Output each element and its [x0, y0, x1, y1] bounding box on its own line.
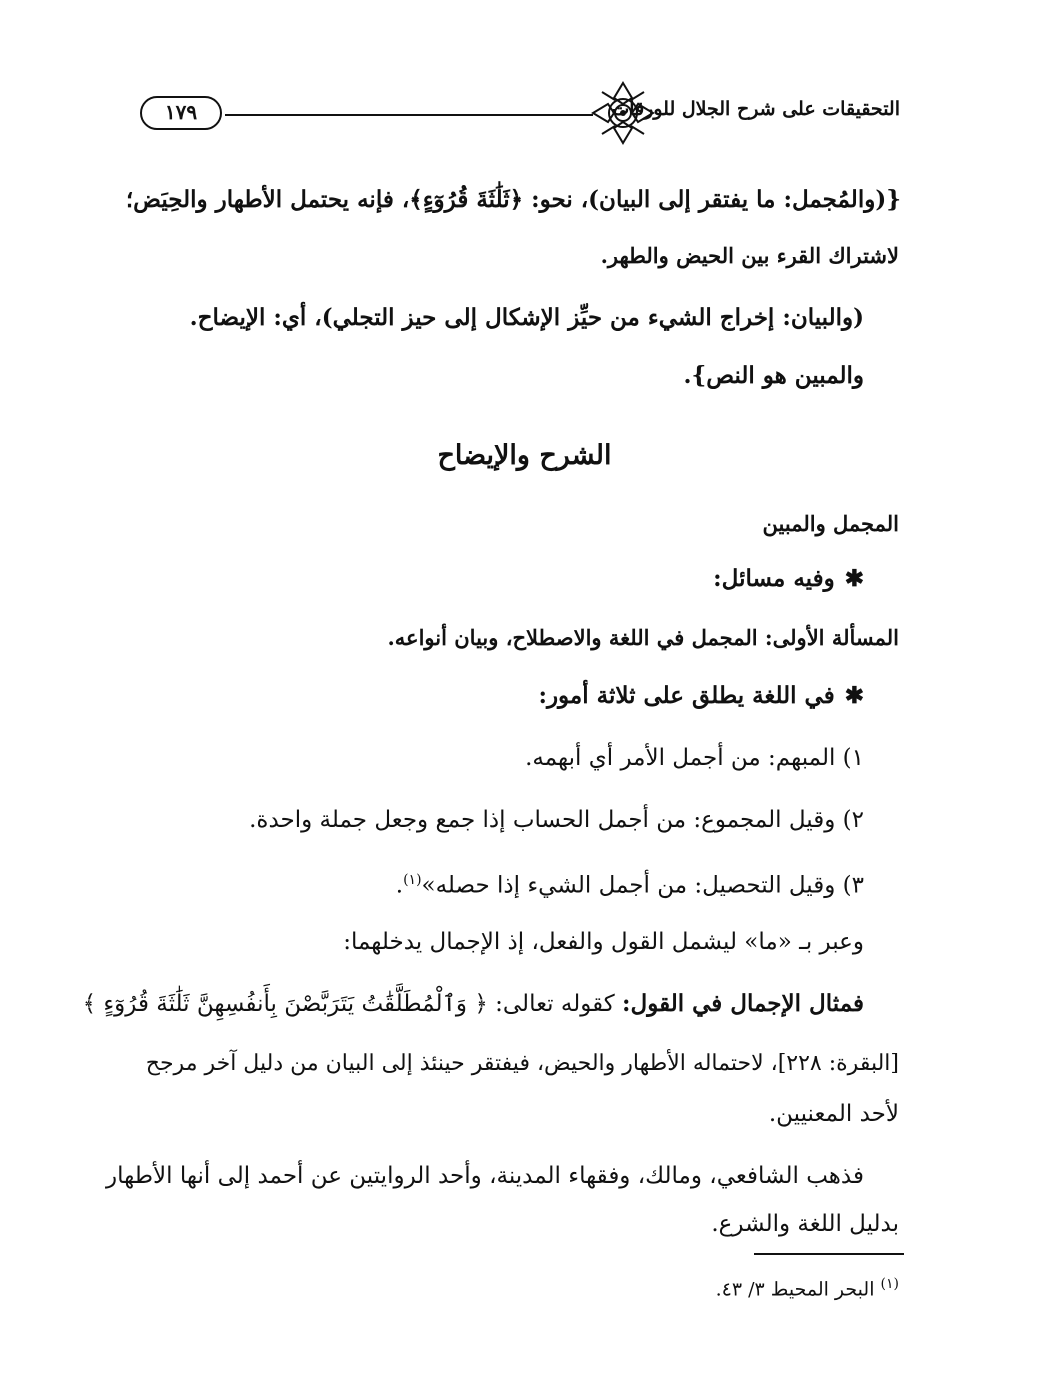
language-text: في اللغة يطلق على ثلاثة أمور: — [538, 682, 835, 709]
header-rule — [225, 114, 593, 116]
footnote-reference: (١) — [403, 872, 422, 888]
footnote-marker: (١) — [880, 1276, 899, 1292]
list-item-2: ٢) وقيل المجموع: من أجمل الحساب إذا جمع وجعل جملة واحدة. — [249, 807, 864, 833]
madhhab-line-2: بدليل اللغة والشرع. — [711, 1211, 899, 1237]
matn-line-3: (والبيان: إخراج الشيء من حيِّز الإشكال إلى حيز التجلي)، أي: الإيضاح. — [189, 304, 864, 331]
example-line — [83, 988, 864, 1020]
example-end: لأحد المعنيين. — [768, 1101, 899, 1127]
list-item-3 — [396, 864, 864, 902]
asterisk-icon: ✱ — [844, 565, 864, 592]
footnote — [716, 1276, 899, 1300]
language-line — [538, 680, 864, 712]
example-text: كقوله تعالى: ﴿ وَٱلْمُطَلَّقَٰتُ يَتَرَبَّصْنَ بِأَنفُسِهِنَّ ثَلَٰثَةَ قُرُوٓءٍ ﴾ — [82, 991, 622, 1017]
matn-line-2: لاشتراك القرء بين الحيض والطهر. — [600, 243, 899, 268]
asterisk-icon: ✱ — [844, 682, 864, 709]
page-number: ١٧٩ — [140, 96, 222, 130]
madhhab-line-1: فذهب الشافعي، ومالك، وفقهاء المدينة، وأحد الروايتين عن أحمد إلى أنها الأطهار — [106, 1163, 864, 1189]
running-header-title: التحقيقات على شرح الجلال للورقات — [611, 98, 900, 120]
matn-line-1: {(والمُجمل: ما يفتقر إلى البيان)، نحو: ﴿ثَلَٰثَةَ قُرُوٓءٍ﴾، فإنه يحتمل الأطهار والحِيَض؛ — [125, 186, 901, 213]
intro-text: وفيه مسائل: — [713, 565, 835, 592]
page-header — [140, 78, 900, 158]
subheading: المجمل والمبين — [762, 511, 899, 536]
section-title: الشرح والإيضاح — [437, 440, 612, 471]
list-item-3-end: . — [395, 872, 404, 899]
issue-title: المسألة الأولى: المجمل في اللغة والاصطلاح، وبيان أنواعه. — [387, 625, 899, 650]
list-item-3-text: ٣) وقيل التحصيل: من أجمل الشيء إذا حصله» — [421, 872, 864, 899]
intro-line — [713, 563, 864, 595]
footnote-rule — [754, 1253, 904, 1255]
footnote-text: البحر المحيط ٣/ ٤٣. — [715, 1278, 875, 1301]
example-continuation: [البقرة: ٢٢٨]، لاحتماله الأطهار والحيض، فيفتقر حينئذ إلى البيان من دليل آخر مرجح — [145, 1051, 899, 1076]
ma-explanation: وعبر بـ «ما» ليشمل القول والفعل، إذ الإجمال يدخلهما: — [343, 929, 864, 955]
list-item-1: ١) المبهم: من أجمل الأمر أي أبهمه. — [525, 745, 864, 771]
matn-line-4: والمبين هو النص}. — [683, 362, 864, 389]
example-lead: فمثال الإجمال في القول: — [622, 990, 864, 1017]
